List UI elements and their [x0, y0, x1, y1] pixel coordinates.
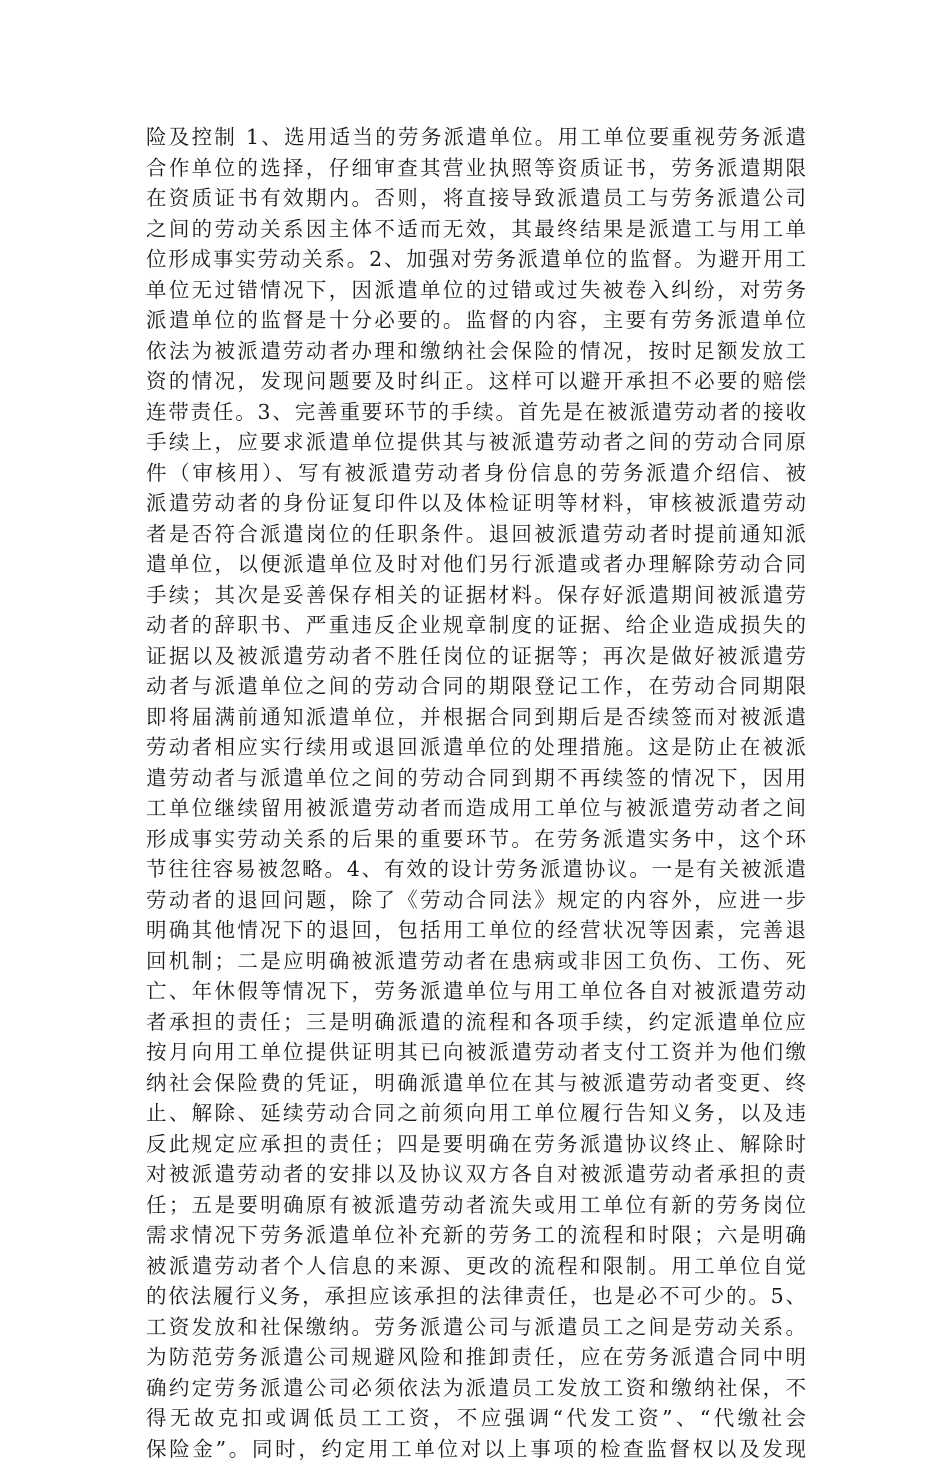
text-line: 单位无过错情况下，因派遣单位的过错或过失被卷入纠纷，对劳务: [146, 275, 806, 306]
text-line: 手续；其次是妥善保存相关的证据材料。保存好派遣期间被派遣劳: [146, 580, 806, 611]
text-line: 对被派遣劳动者的安排以及协议双方各自对被派遣劳动者承担的责: [146, 1159, 806, 1190]
text-line: 的依法履行义务，承担应该承担的法律责任，也是必不可少的。5、: [146, 1281, 806, 1312]
text-line: 险及控制 1、选用适当的劳务派遣单位。用工单位要重视劳务派遣: [146, 122, 806, 153]
text-line: 位形成事实劳动关系。2、加强对劳务派遣单位的监督。为避开用工: [146, 244, 806, 275]
text-line: 合作单位的选择，仔细审查其营业执照等资质证书，劳务派遣期限: [146, 153, 806, 184]
text-line: 亡、年休假等情况下，劳务派遣单位与用工单位各自对被派遣劳动: [146, 976, 806, 1007]
text-line: 明确其他情况下的退回，包括用工单位的经营状况等因素，完善退: [146, 915, 806, 946]
text-line: 节往往容易被忽略。4、有效的设计劳务派遣协议。一是有关被派遣: [146, 854, 806, 885]
text-line: 件（审核用）、写有被派遣劳动者身份信息的劳务派遣介绍信、被: [146, 458, 806, 489]
text-line: 形成事实劳动关系的后果的重要环节。在劳务派遣实务中，这个环: [146, 824, 806, 855]
text-line: 手续上，应要求派遣单位提供其与被派遣劳动者之间的劳动合同原: [146, 427, 806, 458]
text-line: 保险金”。同时，约定用工单位对以上事项的检查监督权以及发现: [146, 1434, 806, 1464]
text-line: 按月向用工单位提供证明其已向被派遣劳动者支付工资并为他们缴: [146, 1037, 806, 1068]
text-line: 遣单位，以便派遣单位及时对他们另行派遣或者办理解除劳动合同: [146, 549, 806, 580]
text-line: 之间的劳动关系因主体不适而无效，其最终结果是派遣工与用工单: [146, 214, 806, 245]
text-line: 即将届满前通知派遣单位，并根据合同到期后是否续签而对被派遣: [146, 702, 806, 733]
text-line: 确约定劳务派遣公司必须依法为派遣员工发放工资和缴纳社保，不: [146, 1373, 806, 1404]
text-line: 工单位继续留用被派遣劳动者而造成用工单位与被派遣劳动者之间: [146, 793, 806, 824]
text-line: 者承担的责任；三是明确派遣的流程和各项手续，约定派遣单位应: [146, 1007, 806, 1038]
text-line: 劳动者的退回问题，除了《劳动合同法》规定的内容外，应进一步: [146, 885, 806, 916]
text-line: 任；五是要明确原有被派遣劳动者流失或用工单位有新的劳务岗位: [146, 1190, 806, 1221]
text-line: 止、解除、延续劳动合同之前须向用工单位履行告知义务，以及违: [146, 1098, 806, 1129]
text-line: 工资发放和社保缴纳。劳务派遣公司与派遣员工之间是劳动关系。: [146, 1312, 806, 1343]
text-line: 纳社会保险费的凭证，明确派遣单位在其与被派遣劳动者变更、终: [146, 1068, 806, 1099]
body-text: [146, 122, 806, 1464]
text-line: 资的情况，发现问题要及时纠正。这样可以避开承担不必要的赔偿: [146, 366, 806, 397]
text-line: 派遣单位的监督是十分必要的。监督的内容，主要有劳务派遣单位: [146, 305, 806, 336]
text-line: 回机制；二是应明确被派遣劳动者在患病或非因工负伤、工伤、死: [146, 946, 806, 977]
text-line: 动者与派遣单位之间的劳动合同的期限登记工作，在劳动合同期限: [146, 671, 806, 702]
text-line: 劳动者相应实行续用或退回派遣单位的处理措施。这是防止在被派: [146, 732, 806, 763]
text-line: 者是否符合派遣岗位的任职条件。退回被派遣劳动者时提前通知派: [146, 519, 806, 550]
text-line: 在资质证书有效期内。否则，将直接导致派遣员工与劳务派遣公司: [146, 183, 806, 214]
text-line: 得无故克扣或调低员工工资，不应强调“代发工资”、“代缴社会: [146, 1403, 806, 1434]
text-line: 反此规定应承担的责任；四是要明确在劳务派遣协议终止、解除时: [146, 1129, 806, 1160]
text-line: 被派遣劳动者个人信息的来源、更改的流程和限制。用工单位自觉: [146, 1251, 806, 1282]
text-line: 为防范劳务派遣公司规避风险和推卸责任，应在劳务派遣合同中明: [146, 1342, 806, 1373]
text-line: 遣劳动者与派遣单位之间的劳动合同到期不再续签的情况下，因用: [146, 763, 806, 794]
text-line: 连带责任。3、完善重要环节的手续。首先是在被派遣劳动者的接收: [146, 397, 806, 428]
text-line: 动者的辞职书、严重违反企业规章制度的证据、给企业造成损失的: [146, 610, 806, 641]
text-line: 依法为被派遣劳动者办理和缴纳社会保险的情况，按时足额发放工: [146, 336, 806, 367]
text-line: 派遣劳动者的身份证复印件以及体检证明等材料，审核被派遣劳动: [146, 488, 806, 519]
text-line: 需求情况下劳务派遣单位补充新的劳务工的流程和时限；六是明确: [146, 1220, 806, 1251]
text-line: 证据以及被派遣劳动者不胜任岗位的证据等；再次是做好被派遣劳: [146, 641, 806, 672]
